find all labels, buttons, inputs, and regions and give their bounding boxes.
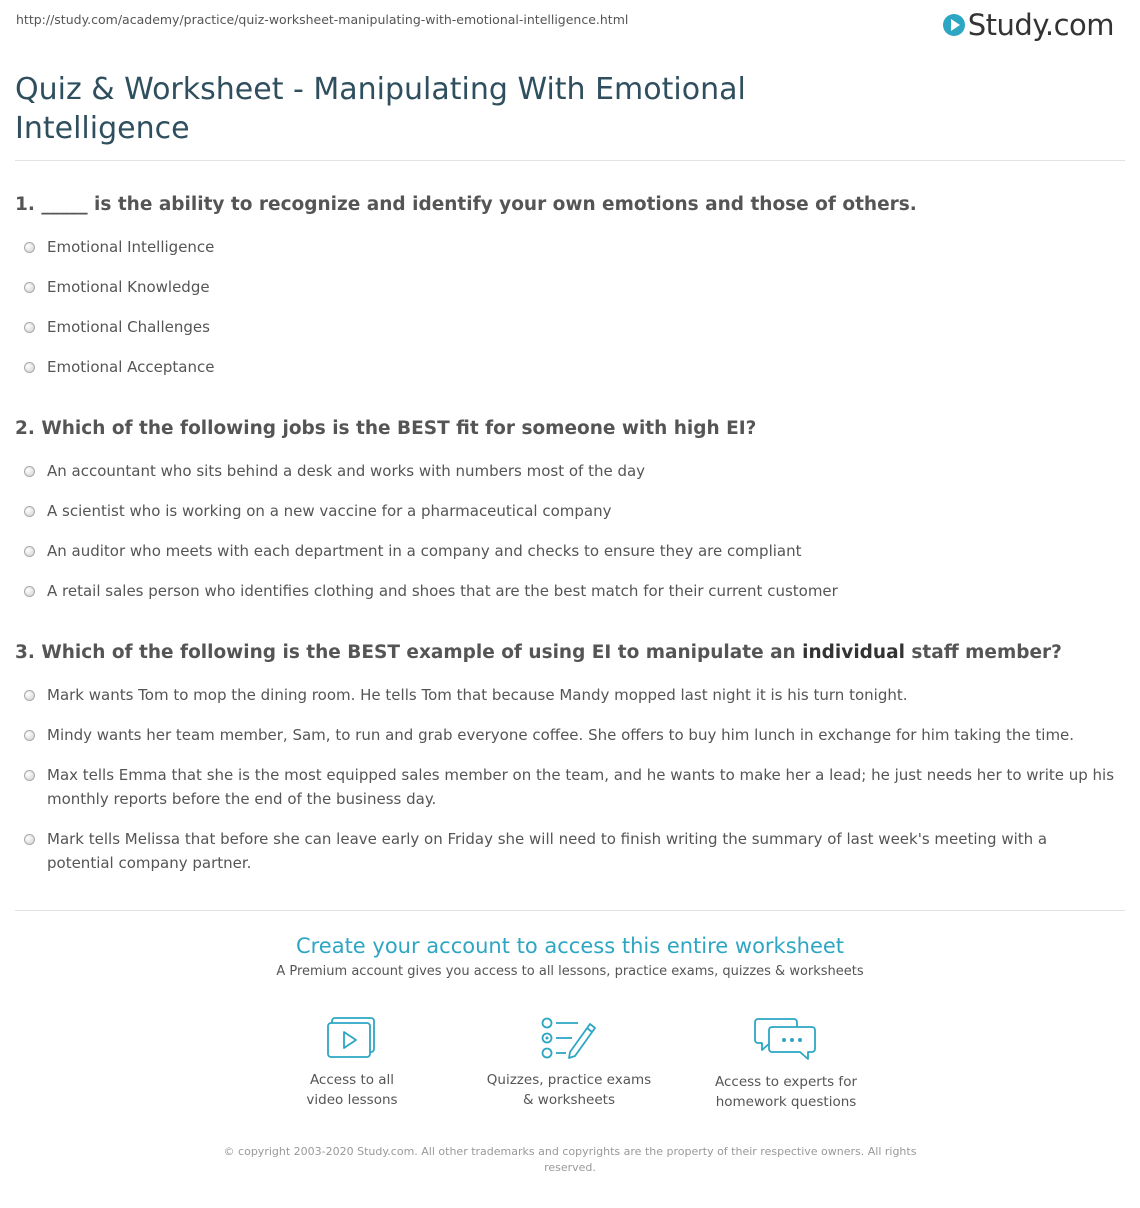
answer-option[interactable] bbox=[24, 315, 1118, 339]
copyright: © copyright 2003-2020 Study.com. All other trademarks and copyrights are the property of their respective owners. All rights reserved. bbox=[223, 1145, 917, 1174]
answer-text: Mark tells Melissa that before she can leave early on Friday she will need to finish writing the summary of last week's meeting with a potential company partner. bbox=[47, 830, 1048, 872]
radio-button-icon[interactable] bbox=[24, 282, 35, 293]
answer-text: An auditor who meets with each department in a company and checks to ensure they are compliant bbox=[47, 542, 802, 560]
answer-option[interactable] bbox=[24, 235, 1118, 259]
checklist-pencil-icon bbox=[540, 1016, 598, 1060]
answer-option[interactable] bbox=[24, 579, 1118, 603]
radio-button-icon[interactable] bbox=[24, 242, 35, 253]
answer-option[interactable] bbox=[24, 355, 1118, 379]
answer-text: Emotional Challenges bbox=[47, 318, 210, 336]
chat-bubbles-icon bbox=[754, 1016, 818, 1062]
answer-text: Emotional Intelligence bbox=[47, 238, 215, 256]
page-title: Quiz & Worksheet - Manipulating With Emotional Intelligence bbox=[15, 72, 746, 146]
answer-option[interactable] bbox=[24, 827, 1118, 875]
cta-divider bbox=[15, 910, 1125, 911]
feature-video-lessons bbox=[262, 1016, 442, 1110]
answer-option[interactable] bbox=[24, 275, 1118, 299]
title-divider bbox=[15, 160, 1125, 161]
answer-option[interactable] bbox=[24, 763, 1118, 811]
feature-label bbox=[262, 1070, 442, 1110]
logo-text: Study.com bbox=[967, 8, 1114, 42]
answer-option[interactable] bbox=[24, 683, 1118, 707]
radio-button-icon[interactable] bbox=[24, 834, 35, 845]
cta-title[interactable]: Create your account to access this entire worksheet bbox=[295, 934, 845, 958]
question-3-emphasis: individual bbox=[802, 642, 905, 663]
answer-text: Emotional Knowledge bbox=[47, 278, 210, 296]
answer-text: Mark wants Tom to mop the dining room. He tells Tom that because Mandy mopped last night it is his turn tonight. bbox=[47, 686, 908, 704]
answer-text: Emotional Acceptance bbox=[47, 358, 215, 376]
answer-text: A scientist who is working on a new vaccine for a pharmaceutical company bbox=[47, 502, 612, 520]
answer-text: Max tells Emma that she is the most equipped sales member on the team, and he wants to make her a lead; he just needs her to write up his monthly reports before the end of the business day. bbox=[47, 766, 1115, 808]
feature-label-line: Quizzes, practice exams bbox=[486, 1072, 652, 1088]
answer-option[interactable] bbox=[24, 459, 1118, 483]
question-2: 2. Which of the following jobs is the BEST fit for someone with high EI? bbox=[15, 418, 757, 439]
radio-button-icon[interactable] bbox=[24, 586, 35, 597]
question-3-options bbox=[24, 683, 1118, 875]
radio-button-icon[interactable] bbox=[24, 546, 35, 557]
video-play-icon bbox=[326, 1016, 378, 1060]
answer-option[interactable] bbox=[24, 723, 1118, 747]
feature-label bbox=[696, 1072, 876, 1112]
question-3 bbox=[15, 642, 1120, 663]
radio-button-icon[interactable] bbox=[24, 506, 35, 517]
radio-button-icon[interactable] bbox=[24, 730, 35, 741]
answer-text: A retail sales person who identifies clothing and shoes that are the best match for their current customer bbox=[47, 582, 838, 600]
radio-button-icon[interactable] bbox=[24, 690, 35, 701]
feature-label-line: homework questions bbox=[715, 1094, 857, 1110]
question-1-options bbox=[24, 235, 1118, 379]
answer-text: Mindy wants her team member, Sam, to run and grab everyone coffee. She offers to buy him lunch in exchange for him taking the time. bbox=[47, 726, 1075, 744]
radio-button-icon[interactable] bbox=[24, 362, 35, 373]
feature-label bbox=[479, 1070, 659, 1110]
radio-button-icon[interactable] bbox=[24, 770, 35, 781]
question-2-options bbox=[24, 459, 1118, 603]
feature-label-line: Access to experts for bbox=[714, 1074, 857, 1090]
cta-subtitle: A Premium account gives you access to all lessons, practice exams, quizzes & worksheets bbox=[276, 964, 864, 979]
feature-label-line: & worksheets bbox=[522, 1092, 615, 1108]
question-3-text-end: staff member? bbox=[904, 642, 1062, 663]
page-url: http://study.com/academy/practice/quiz-worksheet-manipulating-with-emotional-intelligence.html bbox=[16, 12, 629, 27]
feature-label-line: video lessons bbox=[306, 1092, 398, 1108]
radio-button-icon[interactable] bbox=[24, 322, 35, 333]
play-logo-icon bbox=[943, 14, 965, 36]
feature-experts bbox=[696, 1016, 876, 1112]
radio-button-icon[interactable] bbox=[24, 466, 35, 477]
question-1: 1. _____ is the ability to recognize and identify your own emotions and those of others. bbox=[15, 194, 917, 215]
answer-text: An accountant who sits behind a desk and works with numbers most of the day bbox=[47, 462, 646, 480]
feature-label-line: Access to all bbox=[309, 1072, 395, 1088]
feature-quizzes bbox=[479, 1016, 659, 1110]
answer-option[interactable] bbox=[24, 539, 1118, 563]
answer-option[interactable] bbox=[24, 499, 1118, 523]
question-3-text-start: 3. Which of the following is the BEST example of using EI to manipulate an bbox=[15, 642, 803, 663]
study-logo[interactable] bbox=[943, 8, 1114, 42]
